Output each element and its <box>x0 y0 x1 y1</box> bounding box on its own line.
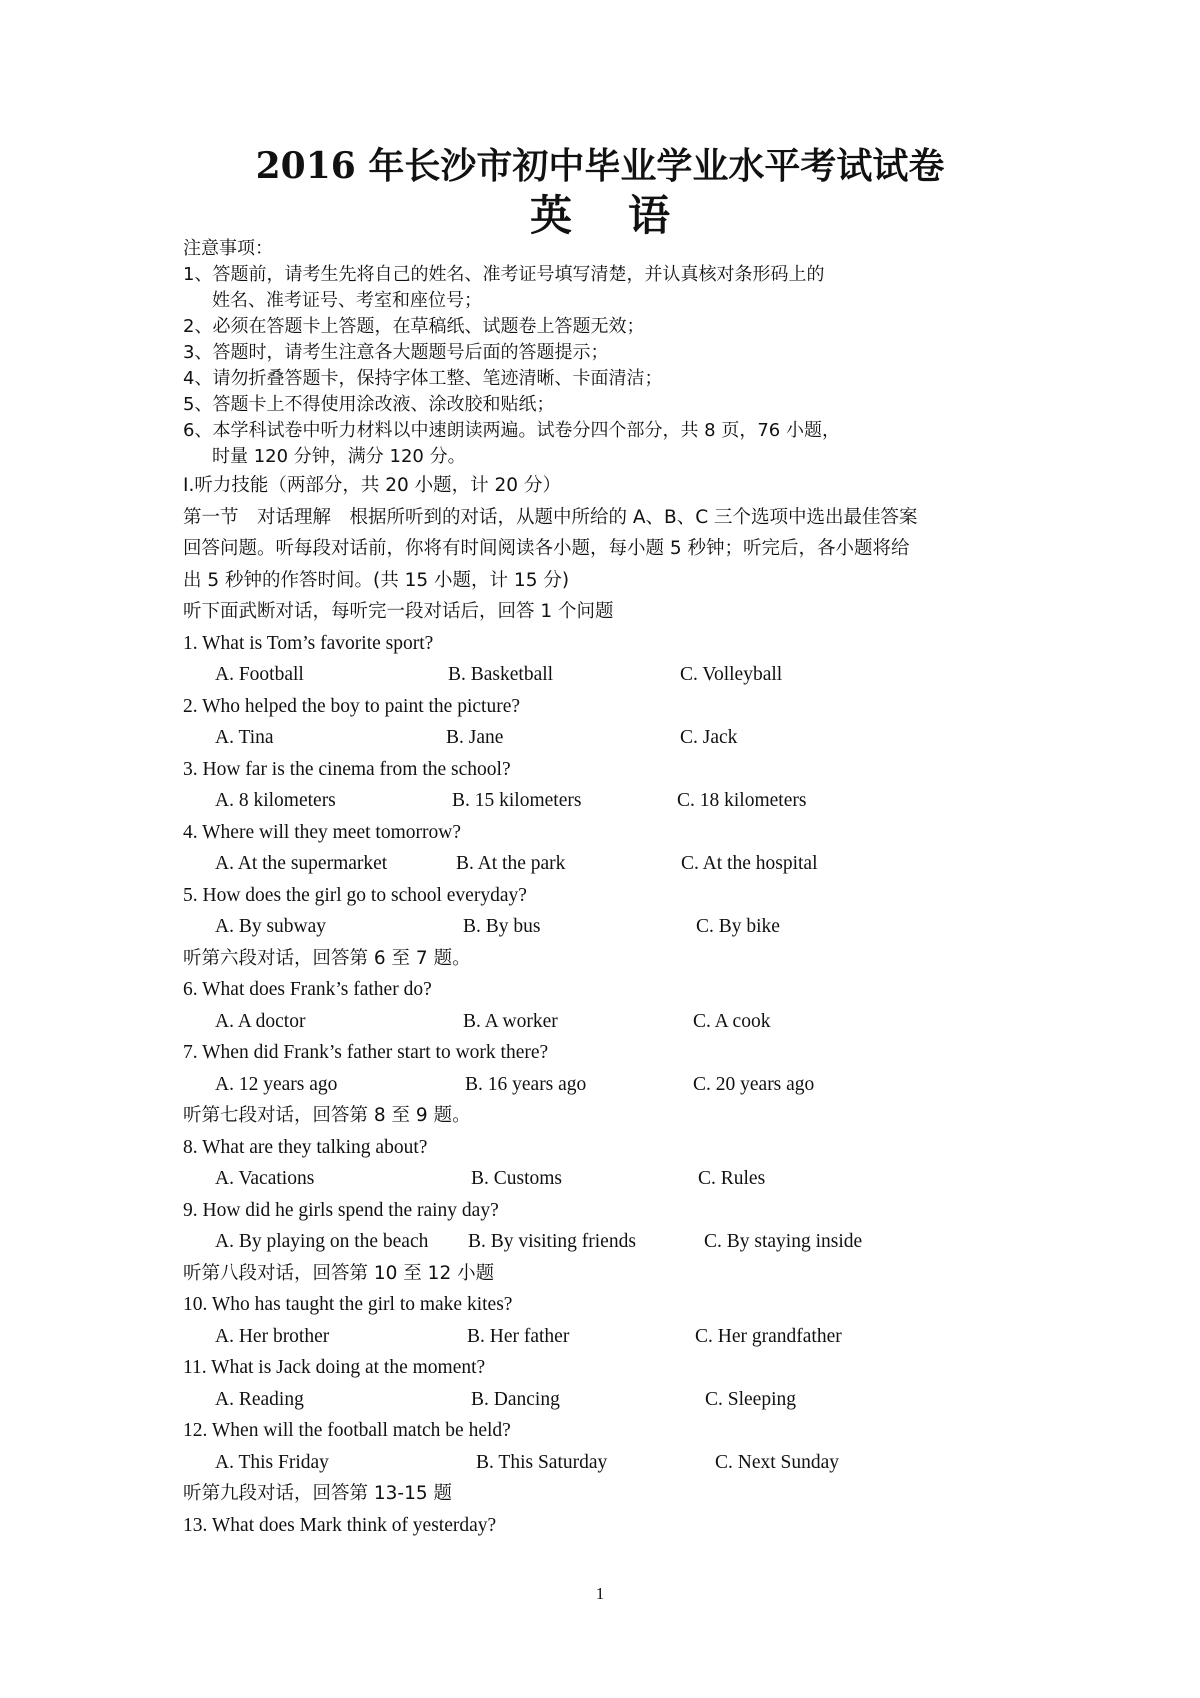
question: 13. What does Mark think of yesterday? <box>183 1514 497 1536</box>
options-row <box>183 1384 1033 1416</box>
sub-instruction: 听第九段对话，回答第 13-15 题 <box>183 1483 453 1504</box>
option-a: A. A doctor <box>215 1010 306 1032</box>
options-row <box>183 1069 1033 1101</box>
question: 1. What is Tom’s favorite sport? <box>183 632 434 654</box>
exam-title: 2016 年长沙市初中毕业学业水平考试试卷 <box>255 145 945 187</box>
option-a: A. 8 kilometers <box>215 790 336 811</box>
section-instruction: 出 5 秒钟的作答时间。(共 15 小题，计 15 分) <box>183 569 570 591</box>
option-a: A. Tina <box>215 727 274 748</box>
option-c: C. 18 kilometers <box>677 790 807 811</box>
option-a: A. At the supermarket <box>215 853 388 874</box>
question: 11. What is Jack doing at the moment? <box>183 1357 486 1378</box>
option-c: C. By bike <box>696 916 780 937</box>
option-b: B. Her father <box>467 1325 570 1347</box>
option-b: B. By visiting friends <box>468 1231 636 1252</box>
exam-content <box>183 236 1033 1541</box>
notice-item: 3、答题时，请考生注意各大题题号后面的答题提示； <box>183 342 609 363</box>
option-a: A. Football <box>215 664 304 685</box>
question: 4. Where will they meet tomorrow? <box>183 821 461 843</box>
section-heading: Ⅰ.听力技能（两部分，共 20 小题，计 20 分） <box>183 475 561 496</box>
notice-heading: 注意事项： <box>183 238 273 259</box>
sub-instruction: 听下面武断对话，每听完一段对话后，回答 1 个问题 <box>183 601 614 622</box>
option-c: C. By staying inside <box>704 1231 863 1252</box>
question: 9. How did he girls spend the rainy day? <box>183 1199 499 1221</box>
options-row <box>183 659 1033 691</box>
question: 7. When did Frank’s father start to work there? <box>183 1042 549 1063</box>
option-c: C. Her grandfather <box>695 1325 842 1347</box>
options-row <box>183 1226 1033 1258</box>
sub-instruction: 听第七段对话，回答第 8 至 9 题。 <box>183 1105 471 1126</box>
page-number: 1 <box>595 1584 605 1603</box>
options-row <box>183 722 1033 754</box>
option-c: C. Next Sunday <box>715 1451 840 1473</box>
option-b: B. Customs <box>471 1168 563 1189</box>
subject-title: 英语 <box>529 191 726 240</box>
option-b: B. By bus <box>463 916 541 937</box>
question: 5. How does the girl go to school everyday? <box>183 884 527 906</box>
question: 8. What are they talking about? <box>183 1136 428 1158</box>
options-row <box>183 1321 1033 1353</box>
option-b: B. Jane <box>446 727 504 748</box>
option-c: C. At the hospital <box>681 853 818 874</box>
option-b: B. 16 years ago <box>465 1073 587 1095</box>
options-row <box>183 848 1033 880</box>
option-c: C. Rules <box>698 1168 766 1189</box>
notice-section <box>183 236 1033 470</box>
option-a: A. By playing on the beach <box>215 1231 429 1252</box>
question: 10. Who has taught the girl to make kites? <box>183 1294 513 1315</box>
option-a: A. 12 years ago <box>215 1073 338 1095</box>
option-a: A. By subway <box>215 916 327 937</box>
notice-item: 姓名、准考证号、考室和座位号； <box>212 290 482 311</box>
question: 2. Who helped the boy to paint the picture? <box>183 695 521 717</box>
option-a: A. Her brother <box>215 1325 330 1347</box>
option-b: B. This Saturday <box>476 1451 608 1473</box>
section-instruction: 第一节 对话理解 根据所听到的对话，从题中所给的 A、B、C 三个选项中选出最佳答案 <box>183 506 918 528</box>
option-b: B. Basketball <box>448 664 554 685</box>
option-b: B. At the park <box>456 853 566 874</box>
options-row <box>183 1447 1033 1479</box>
notice-item: 2、必须在答题卡上答题，在草稿纸、试题卷上答题无效； <box>183 316 645 337</box>
sub-instruction: 听第八段对话，回答第 10 至 12 小题 <box>183 1262 495 1284</box>
question: 6. What does Frank’s father do? <box>183 979 432 1000</box>
notice-item: 1、答题前，请考生先将自己的姓名、准考证号填写清楚，并认真核对条形码上的 <box>183 264 825 285</box>
option-c: C. Volleyball <box>680 664 783 685</box>
option-c: C. 20 years ago <box>693 1073 815 1095</box>
sub-instruction: 听第六段对话，回答第 6 至 7 题。 <box>183 947 471 969</box>
options-row <box>183 1006 1033 1038</box>
notice-item: 6、本学科试卷中听力材料以中速朗读两遍。试卷分四个部分，共 8 页，76 小题， <box>183 420 840 441</box>
notice-item: 时量 120 分钟，满分 120 分。 <box>212 446 466 467</box>
listening-section <box>183 470 1033 1541</box>
option-b: B. Dancing <box>471 1388 560 1410</box>
option-c: C. A cook <box>693 1010 771 1032</box>
options-row <box>183 911 1033 943</box>
option-a: A. Reading <box>215 1388 304 1410</box>
option-b: B. A worker <box>463 1010 558 1032</box>
options-row <box>183 1163 1033 1195</box>
section-instruction: 回答问题。听每段对话前，你将有时间阅读各小题，每小题 5 秒钟；听完后，各小题将给 <box>183 538 910 559</box>
question: 12. When will the football match be held? <box>183 1420 511 1441</box>
options-row <box>183 785 1033 817</box>
option-a: A. Vacations <box>215 1168 315 1189</box>
notice-item: 4、请勿折叠答题卡，保持字体工整、笔迹清晰、卡面清洁； <box>183 368 663 389</box>
option-c: C. Jack <box>680 727 738 748</box>
notice-item: 5、答题卡上不得使用涂改液、涂改胶和贴纸； <box>183 394 555 415</box>
option-b: B. 15 kilometers <box>452 790 582 811</box>
option-a: A. This Friday <box>215 1451 329 1473</box>
option-c: C. Sleeping <box>705 1388 796 1410</box>
question: 3. How far is the cinema from the school? <box>183 758 511 780</box>
